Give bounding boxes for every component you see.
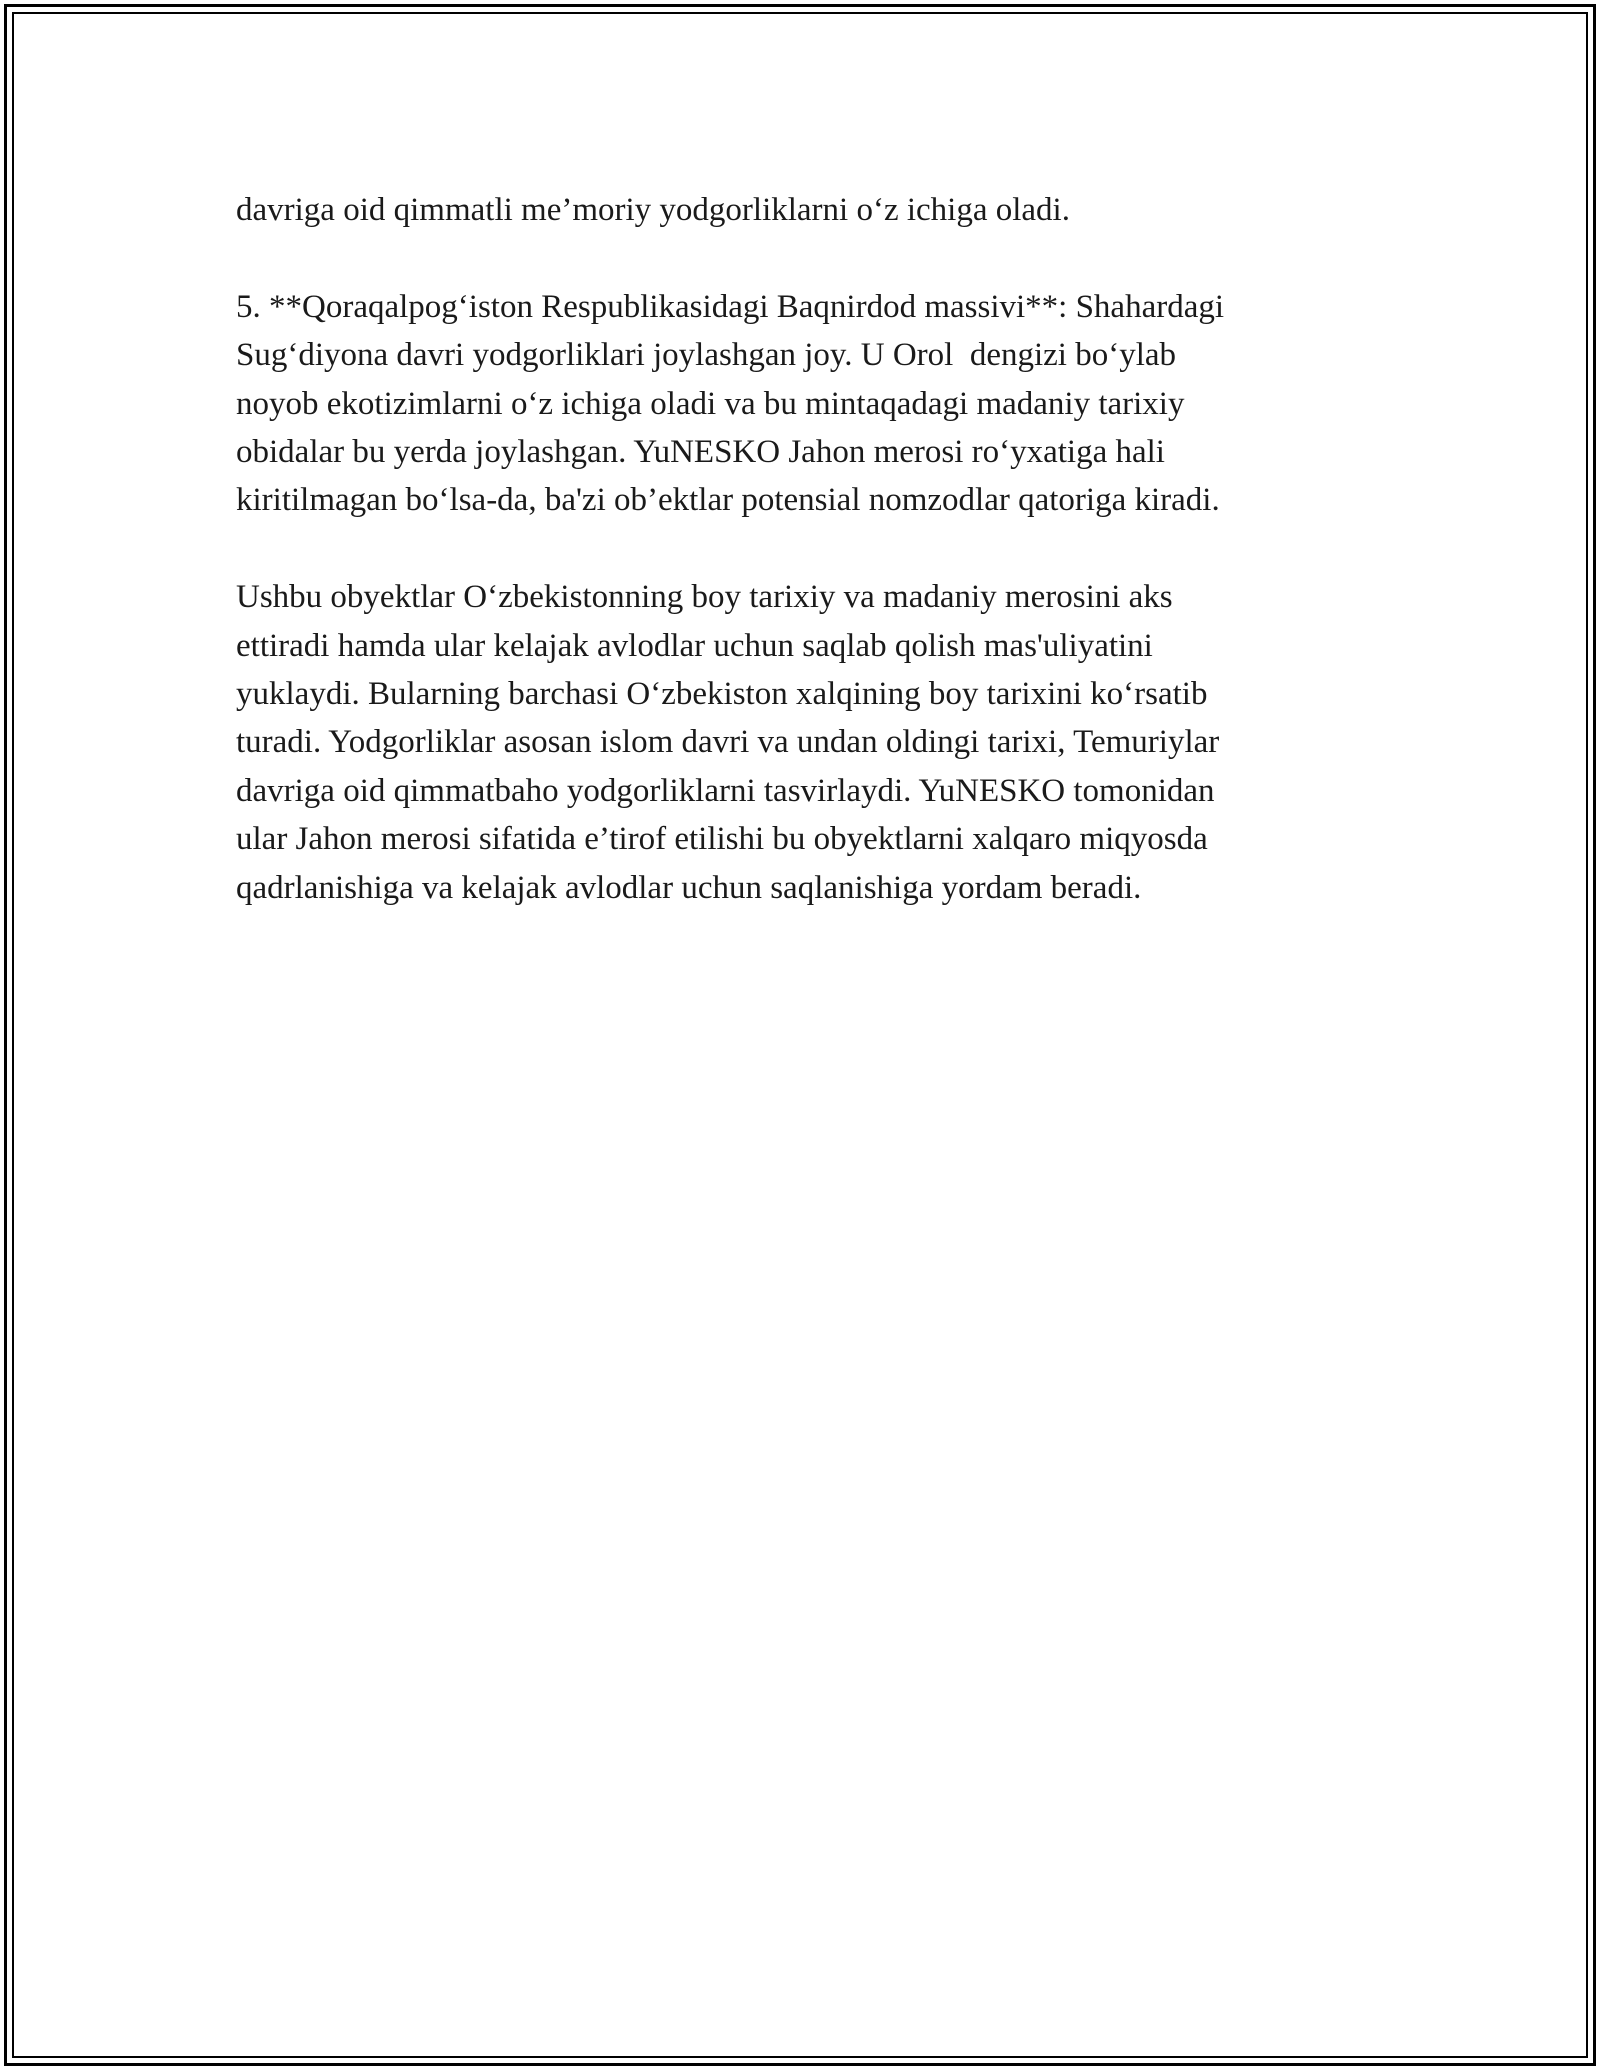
- text-line: 5. **Qoraqalpog‘iston Respublikasidagi Baqnirdod massivi**: Shahardagi: [236, 288, 1225, 325]
- text-line: turadi. Yodgorliklar asosan islom davri va undan oldingi tarixi, Temuriylar: [236, 724, 1220, 761]
- document-body: [236, 186, 1366, 912]
- paragraph-spacer: [236, 525, 1366, 573]
- text-line: noyob ekotizimlarni o‘z ichiga oladi va bu mintaqadagi madaniy tarixiy: [236, 385, 1185, 422]
- text-line: yuklaydi. Bularning barchasi O‘zbekiston xalqining boy tarixini ko‘rsatib: [236, 676, 1208, 713]
- text-line: kiritilmagan bo‘lsa-da, ba'zi ob’ektlar potensial nomzodlar qatoriga kiradi.: [236, 482, 1220, 519]
- conclusion-paragraph: [236, 573, 1366, 912]
- text-line: obidalar bu yerda joylashgan. YuNESKO Jahon merosi ro‘yxatiga hali: [236, 434, 1165, 471]
- text-line: qadrlanishiga va kelajak avlodlar uchun saqlanishiga yordam beradi.: [236, 869, 1142, 906]
- text-line: davriga oid qimmatbaho yodgorliklarni tasvirlaydi. YuNESKO tomonidan: [236, 772, 1215, 809]
- text-line: ular Jahon merosi sifatida e’tirof etilishi bu obyektlarni xalqaro miqyosda: [236, 821, 1208, 858]
- text-line: Sug‘diyona davri yodgorliklari joylashgan joy. U Orol dengizi bo‘ylab: [236, 337, 1177, 374]
- continuation-paragraph: [236, 186, 1366, 234]
- text-line: Ushbu obyektlar O‘zbekistonning boy tarixiy va madaniy merosini aks: [236, 579, 1173, 616]
- text-line: ettiradi hamda ular kelajak avlodlar uchun saqlab qolish mas'uliyatini: [236, 627, 1153, 664]
- text-line: davriga oid qimmatli me’moriy yodgorliklarni o‘z ichiga oladi.: [236, 192, 1070, 228]
- paragraph-spacer: [236, 234, 1366, 282]
- list-item-5: [236, 283, 1366, 525]
